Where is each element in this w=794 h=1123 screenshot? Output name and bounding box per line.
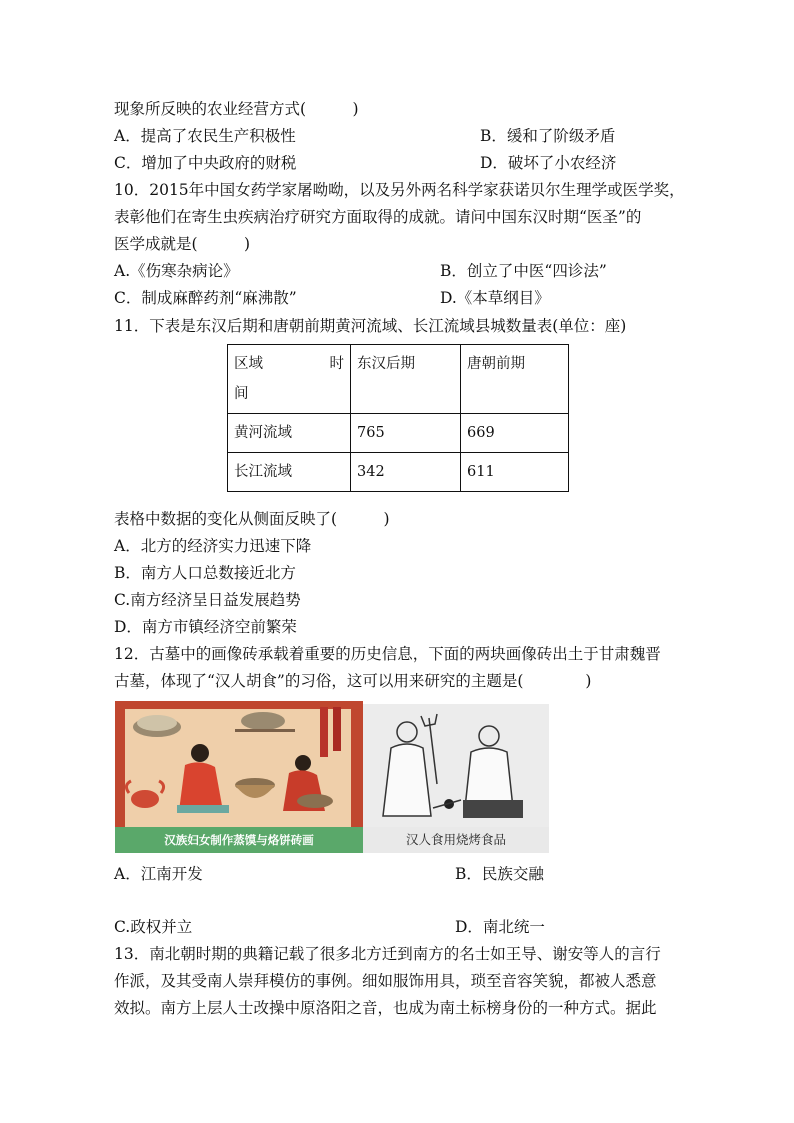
q10-stem-line2: 表彰他们在寄生虫疾病治疗研究方面取得的成就。请问中国东汉时期“医圣”的 <box>114 208 642 226</box>
q9-option-a: A．提高了农民生产积极性 <box>114 127 296 145</box>
table-header-col1: 东汉后期 <box>351 345 461 414</box>
q9-option-b: B．缓和了阶级矛盾 <box>480 127 616 145</box>
table-cell-name: 长江流域 <box>228 453 351 492</box>
caption-bread-making: 汉族妇女制作蒸馍与烙饼砖画 <box>115 827 363 853</box>
q13-stem-line1: 13．南北朝时期的典籍记载了很多北方迁到南方的名士如王导、谢安等人的言行 <box>114 945 661 963</box>
q11-stem: 11．下表是东汉后期和唐朝前期黄河流域、长江流域县城数量表(单位：座) <box>114 317 627 335</box>
table-cell-v1: 765 <box>351 414 461 453</box>
q11-option-a: A．北方的经济实力迅速下降 <box>114 537 312 555</box>
q9-option-d: D．破坏了小农经济 <box>480 154 617 172</box>
table-cell-v2: 611 <box>461 453 569 492</box>
q12-option-a: A．江南开发 <box>114 865 203 883</box>
table-header-row <box>228 345 569 414</box>
header-region-label: 区域 <box>234 356 263 372</box>
table-cell-v1: 342 <box>351 453 461 492</box>
table-header-col2: 唐朝前期 <box>461 345 569 414</box>
q9-stem-tail: 现象所反映的农业经营方式( ) <box>114 100 359 118</box>
table-header-region-time <box>228 345 351 414</box>
q10-option-a: A.《伤寒杂病论》 <box>114 262 239 280</box>
brick-painting-roasting <box>363 704 549 853</box>
q10-option-d: D.《本草纲目》 <box>440 289 550 307</box>
q11-question: 表格中数据的变化从侧面反映了( ) <box>114 510 390 528</box>
table-row <box>228 414 569 453</box>
q13-stem-line3: 效拟。南方上层人士改操中原洛阳之音，也成为南土标榜身份的一种方式。据此 <box>114 999 657 1017</box>
q12-stem-line1: 12．古墓中的画像砖承载着重要的历史信息，下面的两块画像砖出土于甘肃魏晋 <box>114 645 661 663</box>
q12-option-c: C.政权并立 <box>114 918 193 936</box>
caption-roasting: 汉人食用烧烤食品 <box>405 832 506 847</box>
q10-option-c: C．制成麻醉药剂“麻沸散” <box>114 289 297 307</box>
q10-stem-line3: 医学成就是( ) <box>114 235 251 253</box>
q10-stem-line1: 10．2015年中国女药学家屠呦呦，以及另外两名科学家获诺贝尔生理学或医学奖， <box>114 181 685 199</box>
brick-painting-bread-making <box>115 701 363 853</box>
table-cell-v2: 669 <box>461 414 569 453</box>
q12-stem-line2: 古墓，体现了“汉人胡食”的习俗，这可以用来研究的主题是( ) <box>114 672 592 690</box>
brick-painting-bread-making-illustration <box>115 701 363 827</box>
q11-option-d: D．南方市镇经济空前繁荣 <box>114 618 297 636</box>
header-time-label-2: 间 <box>234 386 249 402</box>
table-cell-name: 黄河流域 <box>228 414 351 453</box>
q12-option-b: B．民族交融 <box>455 865 544 883</box>
q10-option-b: B．创立了中医“四诊法” <box>440 262 607 280</box>
header-time-label: 时 <box>329 356 344 372</box>
table-row <box>228 453 569 492</box>
q13-stem-line2: 作派，及其受南人崇拜模仿的事例。细如服饰用具，琐至音容笑貌，都被人悉意 <box>114 972 657 990</box>
county-count-table <box>227 344 569 492</box>
q12-option-d: D．南北统一 <box>455 918 545 936</box>
q11-option-b: B．南方人口总数接近北方 <box>114 564 296 582</box>
q11-option-c: C.南方经济呈日益发展趋势 <box>114 591 301 609</box>
q9-option-c: C．增加了中央政府的财税 <box>114 154 297 172</box>
brick-painting-roasting-illustration <box>363 704 549 827</box>
